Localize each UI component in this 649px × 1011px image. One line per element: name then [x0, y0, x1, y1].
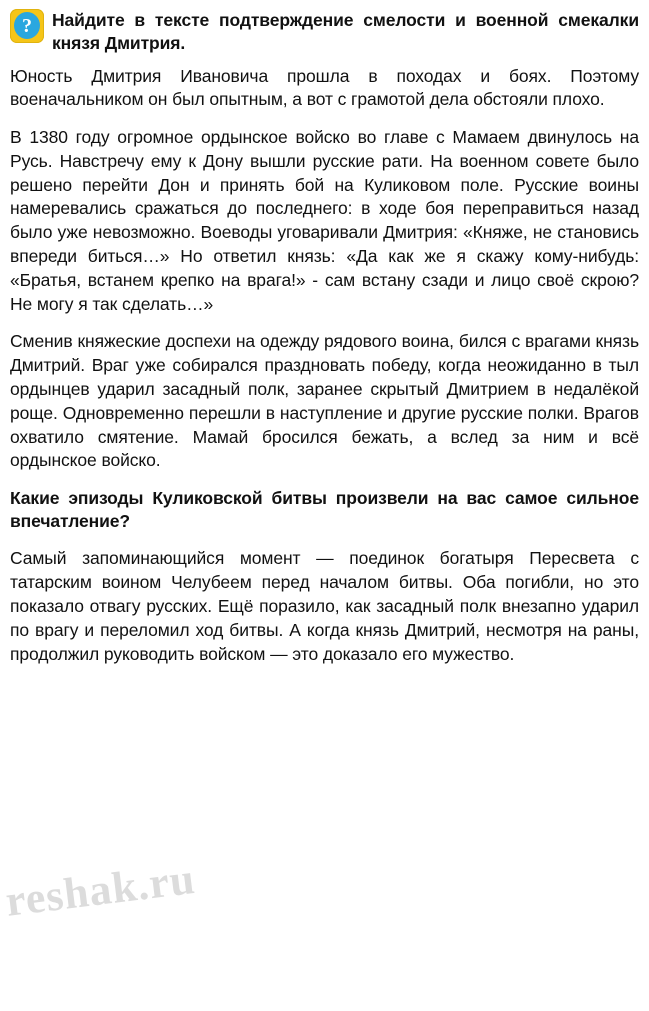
watermark: reshak.ru [3, 853, 198, 926]
task-heading [10, 8, 639, 55]
question-icon-glyph: ? [22, 14, 32, 37]
body-paragraph-1: Юность Дмитрия Ивановича прошла в походах и боях. Поэтому военачальником он был опытным, а вот с грамотой дела обстояли плохо. [10, 65, 639, 110]
body-paragraph-3: Сменив княжеские доспехи на одежду рядового воина, бился с врагами князь Дмитрий. Враг уже собирался праздновать победу, когда неожиданно в тыл ордынцев ударил засадный полк, заранее скрытый Дмитрием в недалёкой роще. Одновременно перешли в наступление и другие русские полки. Врагов охватило смятение. Мамай бросился бежать, а вслед за ним и всё ордынское войско. [10, 331, 639, 471]
subtask-title: Какие эпизоды Куликовской битвы произвели на вас самое сильное впечатление? [10, 488, 639, 532]
answer-paragraph-1: Самый запоминающийся момент — поединок богатыря Пересвета с татарским воином Челубеем перед началом битвы. Оба погибли, но это показало отвагу русских. Ещё поразило, как засадный полк внезапно ударил по врагу и переломил ход битвы. А когда князь Дмитрий, несмотря на раны, продолжил руководить войском — это доказало его мужество. [10, 548, 639, 664]
body-paragraph-2: В 1380 году огромное ордынское войско во главе с Мамаем двинулось на Русь. Навстречу ему к Дону вышли русские рати. На военном совете было решено перейти Дон и принять бой на Куликовом поле. Русские воины намеревались сражаться до последнего: в ходе боя переправиться назад было уже невозможно. Воеводы уговаривали Дмитрия: «Княже, не становись впереди биться…» Но ответил князь: «Да как же я скажу кому-нибудь: «Братья, встанем крепко на врага!» - сам встану сзади и лицо своё скрою? Не могу я так сделать…» [10, 127, 639, 314]
task-title: Найдите в тексте подтверждение смелости и военной смекалки князя Дмитрия. [52, 10, 639, 53]
question-icon-circle [14, 12, 40, 39]
question-mark-icon [10, 9, 44, 43]
